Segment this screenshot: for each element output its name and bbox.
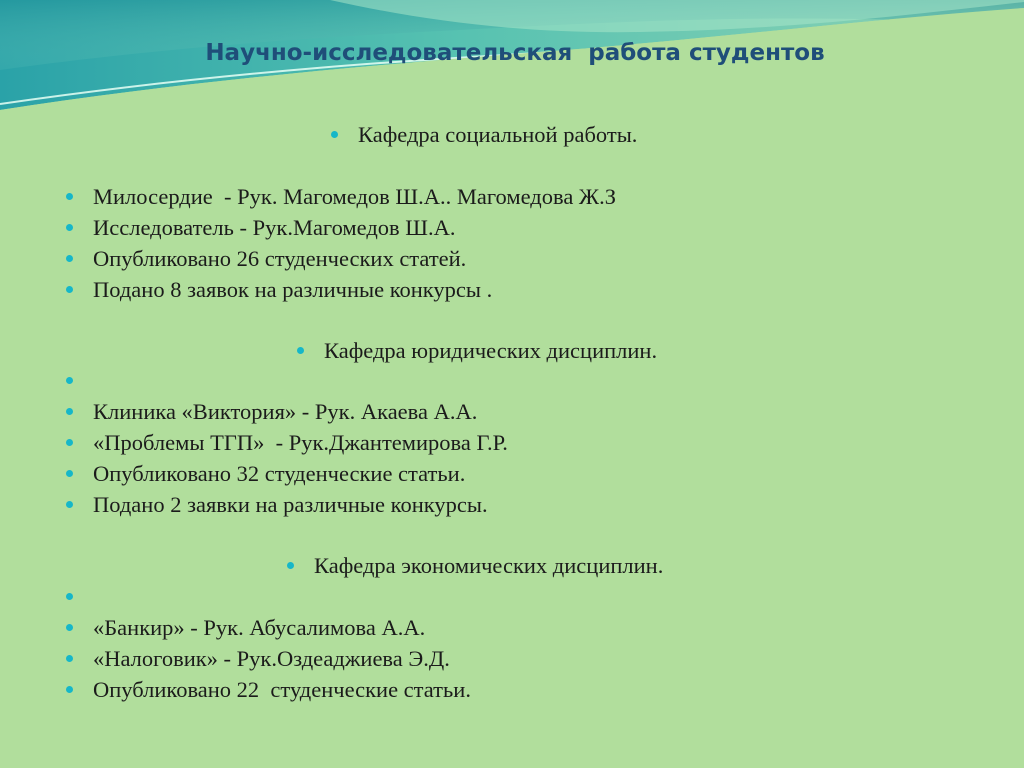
- department-heading: Кафедра социальной работы.: [358, 122, 638, 147]
- bullet-icon: [66, 470, 73, 477]
- list-item: Подано 8 заявок на различные конкурсы .: [93, 277, 493, 302]
- department-heading: Кафедра экономических дисциплин.: [314, 553, 664, 578]
- slide-title: Научно-исследовательская работа студентов: [205, 40, 825, 66]
- list-item: Опубликовано 32 студенческие статьи.: [93, 461, 466, 486]
- bullet-icon: [66, 624, 73, 631]
- list-item: «Налоговик» - Рук.Оздеаджиева Э.Д.: [93, 646, 450, 671]
- bullet-icon: [287, 562, 294, 569]
- bullet-icon: [66, 286, 73, 293]
- bullet-icon: [66, 224, 73, 231]
- list-item: «Банкир» - Рук. Абусалимова А.А.: [93, 615, 426, 640]
- bullet-icon: [66, 408, 73, 415]
- list-item: Опубликовано 22 студенческие статьи.: [93, 677, 471, 702]
- list-item: Клиника «Виктория» - Рук. Акаева А.А.: [93, 399, 478, 424]
- list-item: Подано 2 заявки на различные конкурсы.: [93, 492, 488, 517]
- bullet-icon: [331, 131, 338, 138]
- department-heading: Кафедра юридических дисциплин.: [324, 338, 658, 363]
- decorative-wave-banner: [0, 0, 1024, 140]
- bullet-icon: [66, 501, 73, 508]
- bullet-icon: [66, 655, 73, 662]
- list-item: Исследователь - Рук.Магомедов Ш.А.: [93, 215, 456, 240]
- list-item: Милосердие - Рук. Магомедов Ш.А.. Магомедова Ж.З: [93, 184, 616, 209]
- bullet-icon: [66, 439, 73, 446]
- bullet-icon: [66, 686, 73, 693]
- bullet-icon: [66, 255, 73, 262]
- bullet-icon: [66, 593, 73, 600]
- bullet-icon: [297, 347, 304, 354]
- bullet-icon: [66, 193, 73, 200]
- list-item: Опубликовано 26 студенческих статей.: [93, 246, 467, 271]
- bullet-icon: [66, 377, 73, 384]
- list-item: «Проблемы ТГП» - Рук.Джантемирова Г.Р.: [93, 430, 508, 455]
